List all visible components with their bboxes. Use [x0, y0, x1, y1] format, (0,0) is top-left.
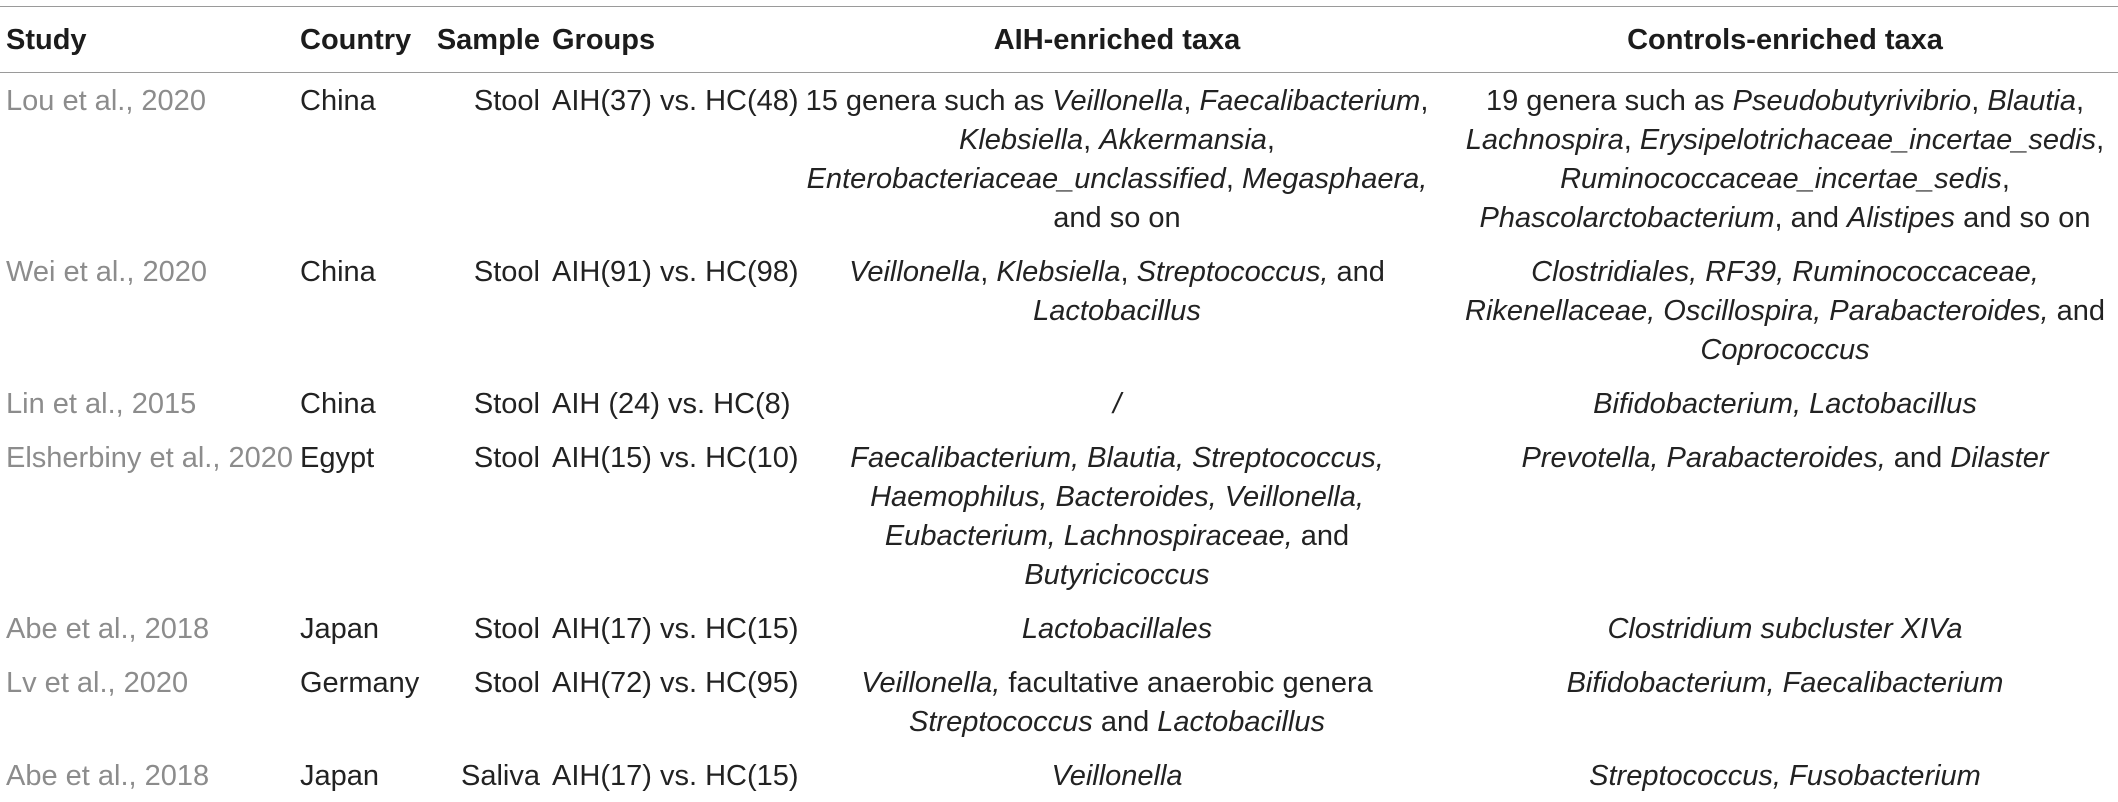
cell-sample: Stool	[424, 655, 546, 748]
taxa-text: Lactobacillales	[1022, 613, 1212, 645]
taxa-text: ,	[1183, 85, 1199, 117]
cell-sample: Stool	[424, 244, 546, 376]
cell-country: Egypt	[300, 430, 424, 601]
taxa-text: Faecalibacterium, Blautia, Streptococcus, Haemophilus, Bacteroides, Veillonella, Eubacterium, Lachnospiraceae,	[850, 442, 1384, 552]
table-row	[0, 376, 2118, 430]
taxa-text: and	[1886, 442, 1951, 474]
cell-country: China	[300, 73, 424, 245]
cell-aih-enriched-taxa	[786, 601, 1448, 655]
cell-aih-enriched-taxa	[786, 655, 1448, 748]
taxa-text: and	[1293, 520, 1349, 552]
cell-groups: AIH(37) vs. HC(48)	[546, 73, 786, 245]
table-row	[0, 244, 2118, 376]
taxa-text: Streptococcus,	[1137, 256, 1329, 288]
header-country: Country	[300, 7, 424, 73]
cell-study: Abe et al., 2018	[0, 601, 300, 655]
taxa-text: Klebsiella	[959, 124, 1083, 156]
study-table	[0, 6, 2118, 802]
header-controls-enriched: Controls-enriched taxa	[1448, 7, 2118, 73]
taxa-text: ,	[1971, 85, 1987, 117]
taxa-text: Faecalibacterium	[1200, 85, 1421, 117]
taxa-text: Pseudobutyrivibrio	[1733, 85, 1972, 117]
taxa-text: ,	[2002, 163, 2010, 195]
table-header	[0, 7, 2118, 73]
table-row	[0, 430, 2118, 601]
cell-aih-enriched-taxa	[786, 376, 1448, 430]
cell-controls-enriched-taxa	[1448, 601, 2118, 655]
taxa-text: ,	[2076, 85, 2084, 117]
cell-aih-enriched-taxa	[786, 748, 1448, 802]
cell-country: China	[300, 244, 424, 376]
taxa-text: , and	[1774, 202, 1847, 234]
taxa-text: Veillonella	[1051, 760, 1182, 792]
header-groups: Groups	[546, 7, 786, 73]
taxa-text: Streptococcus	[909, 706, 1093, 738]
cell-groups: AIH(17) vs. HC(15)	[546, 748, 786, 802]
taxa-text: Erysipelotrichaceae_incertae_sedis	[1640, 124, 2096, 156]
taxa-text: Lachnospira	[1466, 124, 1624, 156]
taxa-text: ,	[1226, 163, 1242, 195]
taxa-text: and	[2049, 295, 2105, 327]
cell-controls-enriched-taxa	[1448, 748, 2118, 802]
cell-groups: AIH(91) vs. HC(98)	[546, 244, 786, 376]
cell-study: Lin et al., 2015	[0, 376, 300, 430]
taxa-text: Bifidobacterium, Lactobacillus	[1593, 388, 1977, 420]
taxa-text: ,	[1624, 124, 1640, 156]
taxa-text: ,	[980, 256, 996, 288]
taxa-text: ,	[2096, 124, 2104, 156]
cell-country: Japan	[300, 601, 424, 655]
cell-groups: AIH(72) vs. HC(95)	[546, 655, 786, 748]
cell-country: Japan	[300, 748, 424, 802]
table-row	[0, 655, 2118, 748]
cell-aih-enriched-taxa	[786, 73, 1448, 245]
taxa-text: Clostridium subcluster XIVa	[1607, 613, 1962, 645]
taxa-text: and so on	[1955, 202, 2090, 234]
taxa-text: Dilaster	[1950, 442, 2048, 474]
cell-controls-enriched-taxa	[1448, 376, 2118, 430]
cell-sample: Stool	[424, 430, 546, 601]
taxa-text: Coprococcus	[1700, 334, 1869, 366]
table-row	[0, 601, 2118, 655]
cell-controls-enriched-taxa	[1448, 430, 2118, 601]
taxa-text: Lactobacillus	[1033, 295, 1201, 327]
table-body	[0, 73, 2118, 802]
header-row	[0, 7, 2118, 73]
cell-country: China	[300, 376, 424, 430]
header-aih-enriched: AIH-enriched taxa	[786, 7, 1448, 73]
cell-study: Elsherbiny et al., 2020	[0, 430, 300, 601]
taxa-text: ,	[1120, 256, 1136, 288]
taxa-text: ,	[1420, 85, 1428, 117]
taxa-text: Megasphaera,	[1242, 163, 1427, 195]
taxa-text: ,	[1267, 124, 1275, 156]
cell-sample: Saliva	[424, 748, 546, 802]
cell-groups: AIH (24) vs. HC(8)	[546, 376, 786, 430]
taxa-text: and	[1093, 706, 1158, 738]
taxa-text: Veillonella	[1052, 85, 1183, 117]
taxa-text: Clostridiales, RF39, Ruminococcaceae, Rikenellaceae, Oscillospira, Parabacteroides,	[1465, 256, 2049, 327]
cell-groups: AIH(17) vs. HC(15)	[546, 601, 786, 655]
taxa-text: Veillonella,	[861, 667, 1000, 699]
taxa-text: Streptococcus, Fusobacterium	[1589, 760, 1981, 792]
cell-study: Wei et al., 2020	[0, 244, 300, 376]
table-row	[0, 73, 2118, 245]
taxa-text: Enterobacteriaceae_unclassified	[807, 163, 1226, 195]
cell-sample: Stool	[424, 376, 546, 430]
taxa-text: Blautia	[1987, 85, 2076, 117]
cell-groups: AIH(15) vs. HC(10)	[546, 430, 786, 601]
taxa-text: Klebsiella	[996, 256, 1120, 288]
cell-sample: Stool	[424, 73, 546, 245]
taxa-text: Akkermansia	[1099, 124, 1267, 156]
taxa-text: facultative anaerobic genera	[1000, 667, 1372, 699]
cell-study: Lou et al., 2020	[0, 73, 300, 245]
cell-controls-enriched-taxa	[1448, 73, 2118, 245]
cell-aih-enriched-taxa	[786, 244, 1448, 376]
taxa-text: Prevotella, Parabacteroides,	[1521, 442, 1885, 474]
taxa-text: and so on	[1053, 202, 1180, 234]
taxa-text: Alistipes	[1847, 202, 1955, 234]
taxa-text: Lactobacillus	[1157, 706, 1325, 738]
taxa-text: /	[1113, 388, 1121, 420]
taxa-text: 19 genera such as	[1486, 85, 1733, 117]
cell-study: Abe et al., 2018	[0, 748, 300, 802]
taxa-text: Ruminococcaceae_incertae_sedis	[1560, 163, 2002, 195]
cell-country: Germany	[300, 655, 424, 748]
header-sample: Sample	[424, 7, 546, 73]
taxa-text: Veillonella	[849, 256, 980, 288]
cell-study: Lv et al., 2020	[0, 655, 300, 748]
taxa-text: Bifidobacterium, Faecalibacterium	[1567, 667, 2004, 699]
header-study: Study	[0, 7, 300, 73]
taxa-text: Phascolarctobacterium	[1480, 202, 1775, 234]
taxa-text: 15 genera such as	[806, 85, 1053, 117]
cell-aih-enriched-taxa	[786, 430, 1448, 601]
cell-sample: Stool	[424, 601, 546, 655]
cell-controls-enriched-taxa	[1448, 244, 2118, 376]
taxa-text: ,	[1083, 124, 1099, 156]
table-row	[0, 748, 2118, 802]
taxa-text: and	[1328, 256, 1384, 288]
taxa-text: Butyricicoccus	[1024, 559, 1209, 591]
cell-controls-enriched-taxa	[1448, 655, 2118, 748]
